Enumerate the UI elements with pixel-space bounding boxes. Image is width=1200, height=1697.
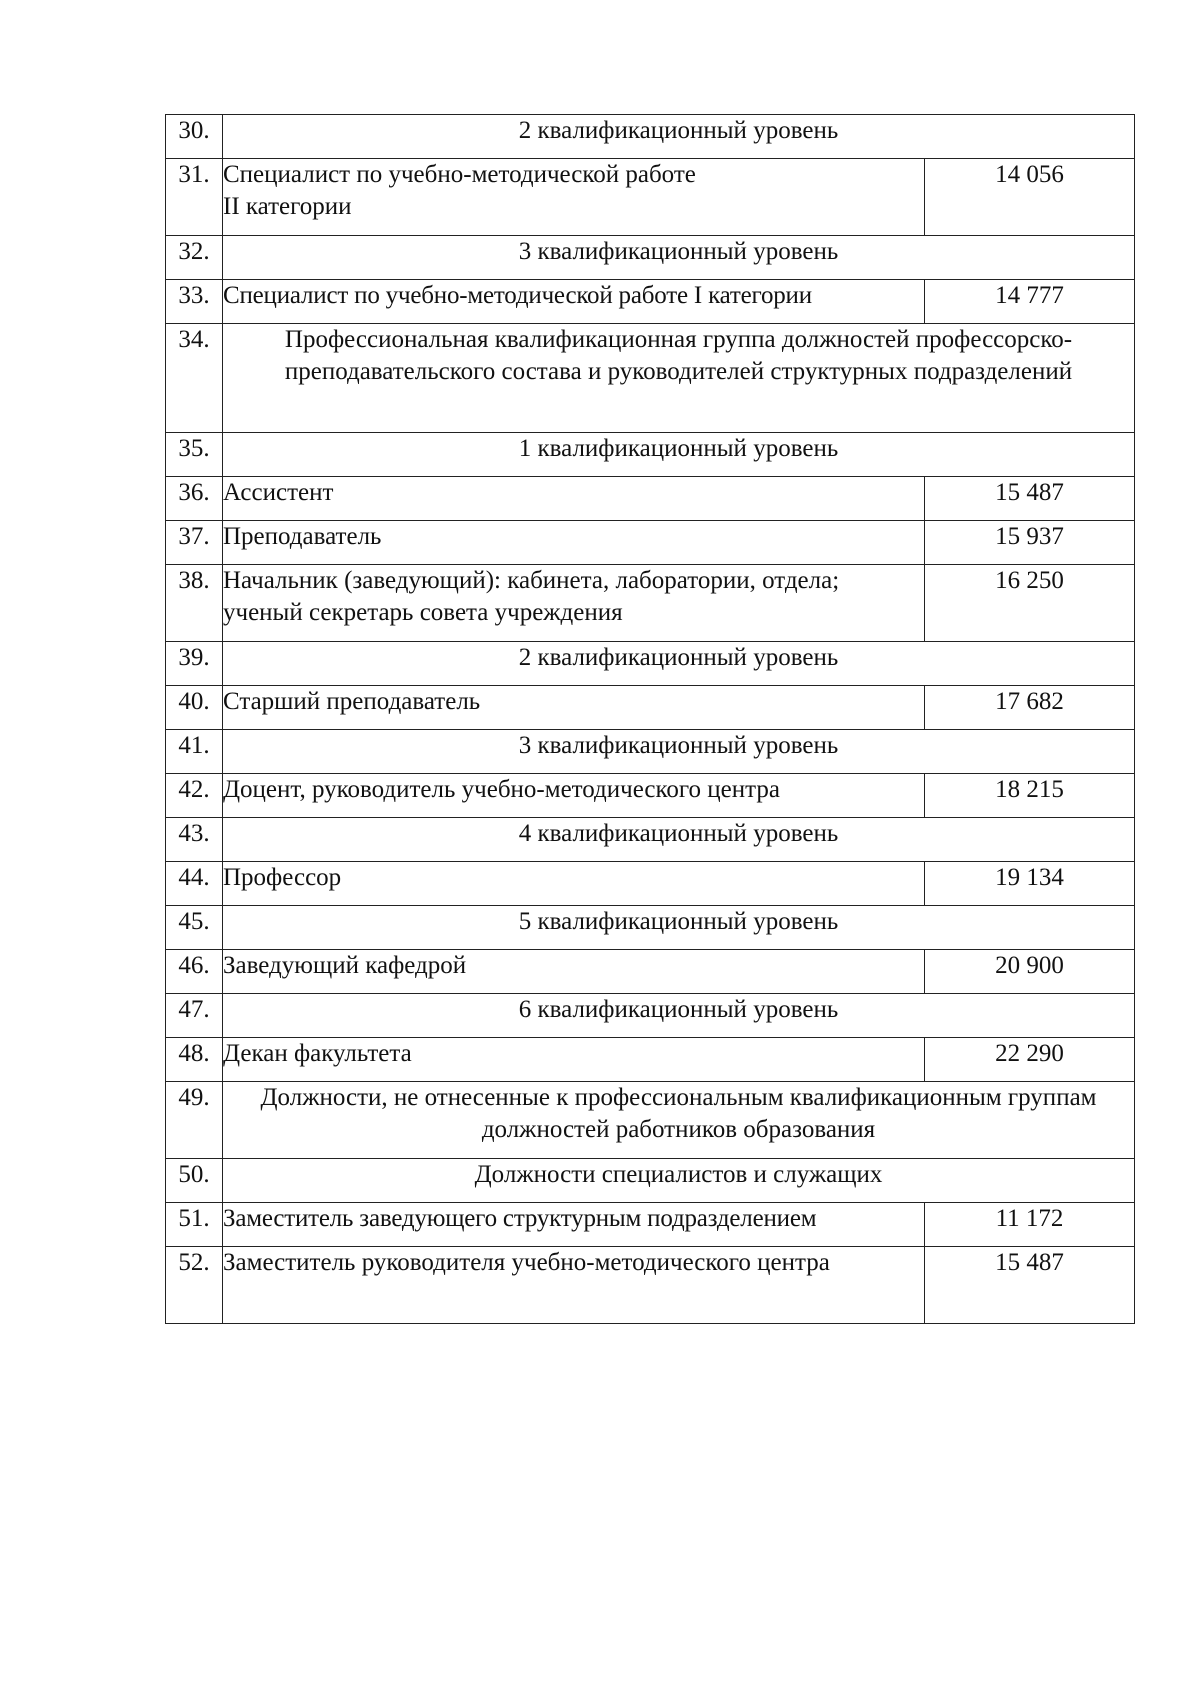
table-row — [166, 1038, 1135, 1082]
table-row — [166, 950, 1135, 994]
salary-value: 14 056 — [925, 159, 1135, 236]
table-row-heading — [166, 994, 1135, 1038]
table-row-heading — [166, 1082, 1135, 1159]
position-name — [223, 159, 925, 236]
table-row — [166, 1203, 1135, 1247]
salary-value: 14 777 — [925, 280, 1135, 324]
section-heading: 3 квалификационный уровень — [223, 236, 1135, 280]
table-row-heading — [166, 906, 1135, 950]
position-name: Доцент, руководитель учебно-методического центра — [223, 774, 925, 818]
table-row-heading — [166, 642, 1135, 686]
section-heading: 6 квалификационный уровень — [223, 994, 1135, 1038]
row-number: 44. — [166, 862, 223, 906]
position-name: Начальник (заведующий): кабинета, лаборатории, отдела; ученый секретарь совета учреждения — [223, 565, 925, 642]
position-name: Ассистент — [223, 477, 925, 521]
row-number: 49. — [166, 1082, 223, 1159]
salary-value: 20 900 — [925, 950, 1135, 994]
section-heading: 3 квалификационный уровень — [223, 730, 1135, 774]
position-name: Декан факультета — [223, 1038, 925, 1082]
section-heading: 1 квалификационный уровень — [223, 433, 1135, 477]
position-name: Профессор — [223, 862, 925, 906]
row-number: 41. — [166, 730, 223, 774]
section-heading: 2 квалификационный уровень — [223, 642, 1135, 686]
section-heading: 2 квалификационный уровень — [223, 115, 1135, 159]
table-row — [166, 565, 1135, 642]
section-heading: Профессиональная квалификационная группа должностей профессорско-преподавательского состава и руководителей структурных подразделений — [223, 324, 1135, 433]
row-number: 48. — [166, 1038, 223, 1082]
row-number: 32. — [166, 236, 223, 280]
row-number: 30. — [166, 115, 223, 159]
row-number: 46. — [166, 950, 223, 994]
table-row — [166, 774, 1135, 818]
section-heading: Должности, не отнесенные к профессиональным квалификационным группам должностей работников образования — [223, 1082, 1135, 1159]
table-row — [166, 477, 1135, 521]
table-row-heading — [166, 730, 1135, 774]
table-row — [166, 521, 1135, 565]
row-number: 47. — [166, 994, 223, 1038]
position-name: Преподаватель — [223, 521, 925, 565]
salary-value: 11 172 — [925, 1203, 1135, 1247]
row-number: 38. — [166, 565, 223, 642]
position-name: Заместитель заведующего структурным подразделением — [223, 1203, 925, 1247]
row-number: 43. — [166, 818, 223, 862]
salary-value: 22 290 — [925, 1038, 1135, 1082]
row-number: 31. — [166, 159, 223, 236]
salary-value: 15 487 — [925, 1247, 1135, 1324]
table-row-heading — [166, 818, 1135, 862]
table-row-heading — [166, 324, 1135, 433]
table-row — [166, 862, 1135, 906]
table-row-heading — [166, 236, 1135, 280]
salary-value: 15 487 — [925, 477, 1135, 521]
section-heading: Должности специалистов и служащих — [223, 1159, 1135, 1203]
section-heading: 4 квалификационный уровень — [223, 818, 1135, 862]
table-row — [166, 1247, 1135, 1324]
row-number: 35. — [166, 433, 223, 477]
row-number: 50. — [166, 1159, 223, 1203]
row-number: 34. — [166, 324, 223, 433]
section-heading: 5 квалификационный уровень — [223, 906, 1135, 950]
salary-value: 18 215 — [925, 774, 1135, 818]
row-number: 33. — [166, 280, 223, 324]
row-number: 42. — [166, 774, 223, 818]
row-number: 36. — [166, 477, 223, 521]
salary-value: 19 134 — [925, 862, 1135, 906]
position-name: Заведующий кафедрой — [223, 950, 925, 994]
row-number: 40. — [166, 686, 223, 730]
position-name: Заместитель руководителя учебно-методического центра — [223, 1247, 925, 1324]
table-row-heading — [166, 115, 1135, 159]
position-name: Специалист по учебно-методической работе I категории — [223, 280, 925, 324]
salary-value: 15 937 — [925, 521, 1135, 565]
position-name-line: Специалист по учебно-методической работе II категории — [223, 161, 696, 220]
position-name: Старший преподаватель — [223, 686, 925, 730]
row-number: 51. — [166, 1203, 223, 1247]
table-row-heading — [166, 1159, 1135, 1203]
salary-value: 17 682 — [925, 686, 1135, 730]
row-number: 52. — [166, 1247, 223, 1324]
row-number: 37. — [166, 521, 223, 565]
row-number: 39. — [166, 642, 223, 686]
table-row — [166, 280, 1135, 324]
row-number: 45. — [166, 906, 223, 950]
table-row-heading — [166, 433, 1135, 477]
table-row — [166, 686, 1135, 730]
salary-value: 16 250 — [925, 565, 1135, 642]
table-row — [166, 159, 1135, 236]
salary-table — [165, 114, 1135, 1324]
